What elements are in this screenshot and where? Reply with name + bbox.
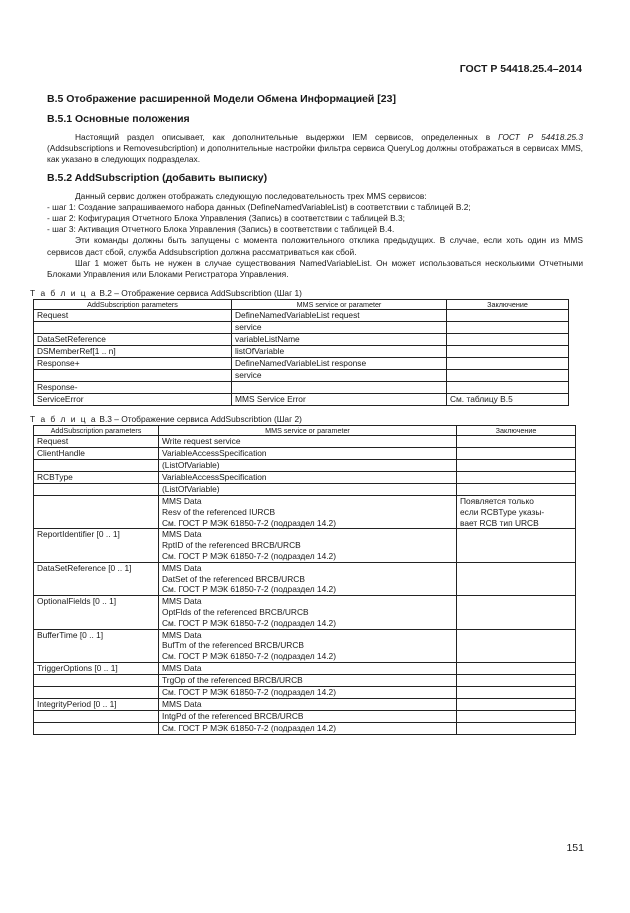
cell-line: MMS Data bbox=[162, 698, 202, 709]
table-header: MMS service or parameter bbox=[159, 426, 457, 436]
table-row bbox=[34, 394, 569, 406]
cell-line: DefineNamedVariableList request bbox=[235, 310, 360, 321]
table-row bbox=[34, 662, 576, 674]
table-cell bbox=[34, 529, 159, 562]
table-row bbox=[34, 370, 569, 382]
cell-line: DSMemberRef[1 .. n] bbox=[37, 346, 116, 357]
table-cell bbox=[447, 346, 569, 358]
section-b5-title: B.5 Отображение расширенной Модели Обмена Информацией [23] bbox=[47, 93, 396, 105]
cell-line: См. ГОСТ Р МЭК 61850-7-2 (подраздел 14.2) bbox=[162, 584, 337, 595]
step-line: - шаг 1: Создание запрашиваемого набора данных (DefineNamedVariableList) в соответствии с таблицей B.2; bbox=[47, 201, 471, 212]
table-cell bbox=[159, 596, 457, 629]
table-row bbox=[34, 496, 576, 529]
table-header: Заключение bbox=[447, 300, 569, 310]
table-cell bbox=[34, 686, 159, 698]
cell-line: Write request service bbox=[162, 436, 241, 447]
table-cell bbox=[447, 358, 569, 370]
table-cell bbox=[457, 472, 576, 484]
table-row bbox=[34, 674, 576, 686]
table-cell bbox=[159, 529, 457, 562]
cell-line: variableListName bbox=[235, 334, 300, 345]
table-cell bbox=[34, 322, 232, 334]
cell-line: OptionalFields [0 .. 1] bbox=[37, 596, 117, 607]
table-row bbox=[34, 310, 569, 322]
table-row bbox=[34, 484, 576, 496]
cell-line: См. ГОСТ Р МЭК 61850-7-2 (подраздел 14.2) bbox=[162, 617, 337, 628]
cell-line: BufferTime [0 .. 1] bbox=[37, 629, 104, 640]
table-cell bbox=[159, 472, 457, 484]
table-cell bbox=[159, 629, 457, 662]
table-cell bbox=[457, 710, 576, 722]
cell-line: MMS Data bbox=[162, 629, 202, 640]
table-row bbox=[34, 629, 576, 662]
table-row bbox=[34, 448, 576, 460]
cell-line: DataSetReference [0 .. 1] bbox=[37, 562, 132, 573]
cell-line bbox=[460, 484, 572, 495]
cell-line: ServiceError bbox=[37, 394, 84, 405]
cell-line bbox=[460, 448, 572, 459]
table-b3 bbox=[33, 425, 576, 735]
table-cell bbox=[457, 529, 576, 562]
cell-line bbox=[37, 484, 155, 495]
cell-line bbox=[460, 723, 572, 734]
cell-line bbox=[460, 699, 572, 710]
cell-line bbox=[460, 675, 572, 686]
table-cell bbox=[232, 358, 447, 370]
table-cell bbox=[34, 436, 159, 448]
table-cell bbox=[34, 334, 232, 346]
section-b52-intro: Данный сервис должен отображать следующую последовательность трех MMS сервисов: bbox=[75, 190, 427, 201]
table-cell bbox=[159, 674, 457, 686]
cell-line: IntegrityPeriod [0 .. 1] bbox=[37, 698, 117, 709]
table-cell bbox=[447, 310, 569, 322]
table-cell bbox=[34, 472, 159, 484]
cell-line bbox=[37, 322, 228, 333]
cell-line: VariableAccessSpecification bbox=[162, 472, 267, 483]
table-cell bbox=[34, 484, 159, 496]
table-cell bbox=[34, 662, 159, 674]
table-cell bbox=[447, 382, 569, 394]
cell-line: BufTm of the referenced BRCB/URCB bbox=[162, 640, 304, 651]
table-cell bbox=[34, 496, 159, 529]
standard-header: ГОСТ Р 54418.25.4–2014 bbox=[459, 63, 582, 75]
cell-line bbox=[460, 630, 572, 641]
table-cell bbox=[159, 662, 457, 674]
table-row bbox=[34, 460, 576, 472]
table-header: AddSubscription parameters bbox=[34, 426, 159, 436]
cell-line bbox=[450, 334, 565, 345]
cell-line: См. ГОСТ Р МЭК 61850-7-2 (подраздел 14.2) bbox=[162, 517, 337, 528]
table-cell bbox=[232, 322, 447, 334]
cell-line bbox=[460, 460, 572, 471]
table-row bbox=[34, 346, 569, 358]
table-cell bbox=[159, 460, 457, 472]
table-cell bbox=[34, 698, 159, 710]
cell-line bbox=[235, 382, 443, 393]
cell-line bbox=[450, 346, 565, 357]
table-cell bbox=[159, 722, 457, 734]
cell-line: См. ГОСТ Р МЭК 61850-7-2 (подраздел 14.2) bbox=[162, 722, 337, 733]
table-cell bbox=[457, 460, 576, 472]
table-cell bbox=[232, 346, 447, 358]
table-header: MMS service or parameter bbox=[232, 300, 447, 310]
cell-line: Resv of the referenced IURCB bbox=[162, 506, 276, 517]
cell-line: MMS Data bbox=[162, 596, 202, 607]
step-line: - шаг 2: Кофигурация Отчетного Блока Управления (Запись) в соответствии с таблицей B.3; bbox=[47, 213, 405, 224]
table-row bbox=[34, 382, 569, 394]
cell-line bbox=[460, 596, 572, 607]
table-cell bbox=[457, 484, 576, 496]
cell-line: ReportIdentifier [0 .. 1] bbox=[37, 529, 120, 540]
table-cell bbox=[232, 382, 447, 394]
table-cell bbox=[159, 698, 457, 710]
table-row bbox=[34, 436, 576, 448]
table-cell bbox=[457, 674, 576, 686]
table-row bbox=[34, 686, 576, 698]
cell-line: DataSetReference bbox=[37, 334, 106, 345]
cell-line bbox=[460, 687, 572, 698]
table-cell bbox=[34, 358, 232, 370]
table-cell bbox=[457, 698, 576, 710]
table-cell bbox=[34, 460, 159, 472]
step-line: - шаг 3: Активация Отчетного Блока Управления (Запись) в соответствии с таблицей B.4. bbox=[47, 224, 395, 235]
table-cell bbox=[232, 334, 447, 346]
section-b51-paragraph: Настоящий раздел описывает, как дополнительные выдержки IEM сервисов, определенных в ГОСТ Р 54418.25.3 (Addsubscriptions и Removesubcription) и дополнительные настройки фильтра сервиса QueryLog должны отображаться в сервисах MMS, как указано в следующих подразделах. bbox=[47, 132, 583, 165]
cell-line bbox=[450, 322, 565, 333]
cell-line bbox=[450, 370, 565, 381]
table-cell bbox=[34, 346, 232, 358]
table-row bbox=[34, 562, 576, 595]
cell-line: Response- bbox=[37, 382, 78, 393]
section-b52-title: B.5.2 AddSubscription (добавить выписку) bbox=[47, 171, 268, 184]
table-cell bbox=[159, 484, 457, 496]
cell-line bbox=[460, 663, 572, 674]
cell-line: RCBType bbox=[37, 472, 73, 483]
cell-line: См. таблицу B.5 bbox=[450, 394, 513, 405]
page-number: 151 bbox=[566, 842, 584, 854]
cell-line bbox=[37, 675, 155, 686]
table-cell bbox=[447, 394, 569, 406]
cell-line: MMS Service Error bbox=[235, 394, 306, 405]
cell-line: См. ГОСТ Р МЭК 61850-7-2 (подраздел 14.2) bbox=[162, 686, 337, 697]
table-cell bbox=[457, 496, 576, 529]
table-cell bbox=[34, 394, 232, 406]
cell-line bbox=[37, 370, 228, 381]
table-cell bbox=[457, 448, 576, 460]
table-cell bbox=[159, 710, 457, 722]
table-cell bbox=[457, 722, 576, 734]
cell-line bbox=[460, 472, 572, 483]
table-row bbox=[34, 596, 576, 629]
document-body bbox=[30, 93, 583, 735]
cell-line: См. ГОСТ Р МЭК 61850-7-2 (подраздел 14.2) bbox=[162, 551, 337, 562]
table-row bbox=[34, 722, 576, 734]
cell-line bbox=[450, 358, 565, 369]
table-cell bbox=[232, 394, 447, 406]
cell-line: MMS Data bbox=[162, 496, 202, 507]
table-cell bbox=[34, 596, 159, 629]
cell-line bbox=[450, 382, 565, 393]
cell-line: MMS Data bbox=[162, 662, 202, 673]
cell-line: ClientHandle bbox=[37, 448, 85, 459]
cell-line: MMS Data bbox=[162, 562, 202, 573]
table-cell bbox=[34, 382, 232, 394]
cell-line bbox=[460, 436, 572, 447]
table-cell bbox=[457, 662, 576, 674]
section-b52-para3: Шаг 1 может быть не нужен в случае существования NamedVariableList. Он может использоваться несколькими Отчетными Блоками Управления или Блоками Регистратора Управления. bbox=[47, 257, 583, 280]
table-cell bbox=[159, 448, 457, 460]
cell-line: listOfVariable bbox=[235, 346, 285, 357]
cell-line bbox=[37, 496, 155, 507]
cell-line bbox=[37, 711, 155, 722]
standard-reference: ГОСТ Р 54418.25.3 bbox=[498, 132, 583, 142]
table-row bbox=[34, 698, 576, 710]
table-cell bbox=[34, 674, 159, 686]
section-b51-title: B.5.1 Основные положения bbox=[47, 113, 190, 125]
table-b2-caption: Т а б л и ц а B.2 – Отображение сервиса AddSubscribtion (Шаг 1) bbox=[30, 288, 302, 299]
table-cell bbox=[34, 448, 159, 460]
cell-line bbox=[460, 711, 572, 722]
cell-line: OptFlds of the referenced BRCB/URCB bbox=[162, 607, 309, 617]
cell-line: RptID of the referenced BRCB/URCB bbox=[162, 540, 301, 551]
table-cell bbox=[159, 562, 457, 595]
cell-line: service bbox=[235, 322, 262, 333]
cell-line: (ListOfVariable) bbox=[162, 460, 220, 471]
cell-line: (ListOfVariable) bbox=[162, 484, 220, 495]
table-b2 bbox=[33, 299, 569, 406]
table-cell bbox=[457, 686, 576, 698]
section-b52-para2: Эти команды должны быть запущены с момента положительного отклика предыдущих. В случае, если хоть один из MMS сервисов даст сбой, служба Addsubscription должна рассматриваться как сбой. bbox=[47, 235, 583, 257]
table-row bbox=[34, 358, 569, 370]
cell-line: service bbox=[235, 370, 262, 381]
table-cell bbox=[34, 710, 159, 722]
table-cell bbox=[457, 562, 576, 595]
table-row bbox=[34, 529, 576, 562]
cell-line bbox=[460, 529, 572, 540]
cell-line: если RCBType указы- bbox=[460, 506, 545, 517]
cell-line: TrgOp of the referenced BRCB/URCB bbox=[162, 674, 303, 685]
cell-line: TriggerOptions [0 .. 1] bbox=[37, 662, 118, 673]
table-cell bbox=[34, 722, 159, 734]
cell-line: Request bbox=[37, 436, 69, 447]
cell-line: См. ГОСТ Р МЭК 61850-7-2 (подраздел 14.2) bbox=[162, 651, 337, 662]
table-cell bbox=[34, 370, 232, 382]
cell-line: Response+ bbox=[37, 358, 80, 369]
table-cell bbox=[232, 310, 447, 322]
table-cell bbox=[159, 496, 457, 529]
table-header: Заключение bbox=[457, 426, 576, 436]
table-row bbox=[34, 334, 569, 346]
table-cell bbox=[447, 322, 569, 334]
table-header: AddSubscription parameters bbox=[34, 300, 232, 310]
cell-line: Появляется только bbox=[460, 496, 534, 507]
table-row bbox=[34, 710, 576, 722]
cell-line: MMS Data bbox=[162, 529, 202, 540]
table-cell bbox=[34, 629, 159, 662]
cell-line bbox=[37, 723, 155, 734]
table-cell bbox=[447, 370, 569, 382]
table-cell bbox=[457, 629, 576, 662]
cell-line: VariableAccessSpecification bbox=[162, 448, 267, 459]
table-cell bbox=[232, 370, 447, 382]
table-cell bbox=[159, 436, 457, 448]
cell-line bbox=[37, 460, 155, 471]
cell-line: DefineNamedVariableList response bbox=[235, 358, 367, 369]
table-row bbox=[34, 322, 569, 334]
table-cell bbox=[447, 334, 569, 346]
table-cell bbox=[159, 686, 457, 698]
cell-line bbox=[37, 687, 155, 698]
cell-line: вает RCB тип URCB bbox=[460, 517, 539, 528]
table-b3-caption: Т а б л и ц а B.3 – Отображение сервиса AddSubscribtion (Шаг 2) bbox=[30, 414, 302, 425]
cell-line bbox=[450, 310, 565, 321]
cell-line: Request bbox=[37, 310, 69, 321]
table-cell bbox=[457, 596, 576, 629]
cell-line bbox=[460, 563, 572, 574]
table-cell bbox=[34, 562, 159, 595]
table-cell bbox=[457, 436, 576, 448]
table-row bbox=[34, 472, 576, 484]
table-cell bbox=[34, 310, 232, 322]
cell-line: IntgPd of the referenced BRCB/URCB bbox=[162, 710, 304, 721]
cell-line: DatSet of the referenced BRCB/URCB bbox=[162, 573, 305, 584]
